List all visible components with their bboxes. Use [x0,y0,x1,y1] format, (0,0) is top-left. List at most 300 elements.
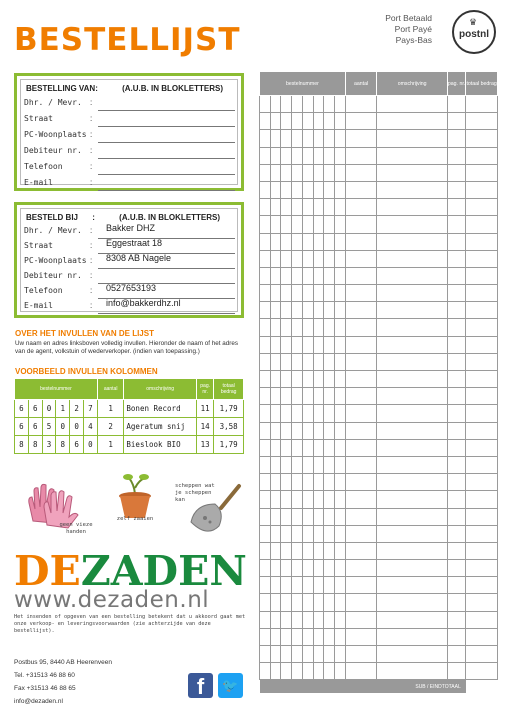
amount-cell[interactable] [466,353,498,370]
page-cell[interactable] [447,250,465,267]
quantity-cell[interactable] [345,422,377,439]
digit-cell[interactable] [260,525,271,542]
field-email[interactable]: E-mail : info@bakkerdhz.nl [24,301,235,315]
quantity-cell[interactable] [345,319,377,336]
quantity-cell[interactable] [345,456,377,473]
digit-cell[interactable] [335,663,346,680]
amount-cell[interactable] [466,611,498,628]
field-street[interactable]: Straat : [24,114,235,128]
digit-cell[interactable] [260,577,271,594]
page-cell[interactable] [447,371,465,388]
amount-cell[interactable] [466,508,498,525]
digit-cell[interactable] [302,560,313,577]
amount-cell[interactable] [466,181,498,198]
digit-cell[interactable] [292,646,303,663]
field-name[interactable]: Dhr. / Mevr. : [24,98,235,112]
description-cell[interactable] [377,542,447,559]
digit-cell[interactable] [313,542,324,559]
digit-cell[interactable] [335,371,346,388]
digit-cell[interactable] [302,439,313,456]
digit-cell[interactable] [324,560,335,577]
digit-cell[interactable] [302,164,313,181]
page-cell[interactable] [447,199,465,216]
digit-cell[interactable] [260,336,271,353]
quantity-cell[interactable] [345,250,377,267]
digit-cell[interactable] [335,646,346,663]
digit-cell[interactable] [292,130,303,147]
digit-cell[interactable] [270,147,281,164]
digit-cell[interactable] [270,611,281,628]
digit-cell[interactable] [324,216,335,233]
digit-cell[interactable] [313,439,324,456]
digit-cell[interactable] [281,456,292,473]
digit-cell[interactable] [335,216,346,233]
page-cell[interactable] [447,611,465,628]
page-cell[interactable] [447,147,465,164]
page-cell[interactable] [447,353,465,370]
digit-cell[interactable] [302,302,313,319]
digit-cell[interactable] [270,439,281,456]
digit-cell[interactable] [270,353,281,370]
description-cell[interactable] [377,577,447,594]
digit-cell[interactable] [313,216,324,233]
digit-cell[interactable] [313,336,324,353]
digit-cell[interactable] [260,560,271,577]
digit-cell[interactable] [302,336,313,353]
digit-cell[interactable] [260,267,271,284]
digit-cell[interactable] [324,439,335,456]
digit-cell[interactable] [313,577,324,594]
page-cell[interactable] [447,130,465,147]
digit-cell[interactable] [324,113,335,130]
digit-cell[interactable] [260,405,271,422]
quantity-cell[interactable] [345,233,377,250]
amount-cell[interactable] [466,594,498,611]
description-cell[interactable] [377,611,447,628]
digit-cell[interactable] [313,663,324,680]
digit-cell[interactable] [302,405,313,422]
digit-cell[interactable] [270,663,281,680]
digit-cell[interactable] [302,456,313,473]
description-cell[interactable] [377,508,447,525]
amount-cell[interactable] [466,525,498,542]
digit-cell[interactable] [313,319,324,336]
digit-cell[interactable] [270,216,281,233]
digit-cell[interactable] [335,577,346,594]
digit-cell[interactable] [292,181,303,198]
amount-cell[interactable] [466,560,498,577]
quantity-cell[interactable] [345,130,377,147]
digit-cell[interactable] [281,353,292,370]
amount-cell[interactable] [466,302,498,319]
digit-cell[interactable] [270,199,281,216]
field-name[interactable]: Dhr. / Mevr. : Bakker DHZ [24,226,235,240]
digit-cell[interactable] [335,560,346,577]
digit-cell[interactable] [292,147,303,164]
digit-cell[interactable] [313,405,324,422]
digit-cell[interactable] [270,491,281,508]
quantity-cell[interactable] [345,474,377,491]
digit-cell[interactable] [281,319,292,336]
digit-cell[interactable] [324,319,335,336]
digit-cell[interactable] [292,560,303,577]
description-cell[interactable] [377,199,447,216]
digit-cell[interactable] [302,508,313,525]
twitter-icon[interactable]: 🐦 [218,673,243,698]
digit-cell[interactable] [335,130,346,147]
digit-cell[interactable] [335,199,346,216]
digit-cell[interactable] [302,267,313,284]
digit-cell[interactable] [281,285,292,302]
digit-cell[interactable] [313,611,324,628]
page-cell[interactable] [447,525,465,542]
digit-cell[interactable] [292,491,303,508]
digit-cell[interactable] [292,456,303,473]
digit-cell[interactable] [260,147,271,164]
digit-cell[interactable] [324,302,335,319]
page-cell[interactable] [447,560,465,577]
digit-cell[interactable] [292,371,303,388]
digit-cell[interactable] [335,474,346,491]
digit-cell[interactable] [270,388,281,405]
description-cell[interactable] [377,233,447,250]
digit-cell[interactable] [313,560,324,577]
digit-cell[interactable] [281,594,292,611]
quantity-cell[interactable] [345,542,377,559]
digit-cell[interactable] [335,113,346,130]
digit-cell[interactable] [335,233,346,250]
digit-cell[interactable] [260,663,271,680]
digit-cell[interactable] [313,422,324,439]
digit-cell[interactable] [313,233,324,250]
digit-cell[interactable] [302,491,313,508]
digit-cell[interactable] [292,233,303,250]
quantity-cell[interactable] [345,113,377,130]
digit-cell[interactable] [313,371,324,388]
digit-cell[interactable] [302,353,313,370]
digit-cell[interactable] [335,422,346,439]
digit-cell[interactable] [292,336,303,353]
digit-cell[interactable] [335,542,346,559]
digit-cell[interactable] [270,130,281,147]
quantity-cell[interactable] [345,267,377,284]
digit-cell[interactable] [324,577,335,594]
digit-cell[interactable] [335,353,346,370]
page-cell[interactable] [447,508,465,525]
digit-cell[interactable] [281,199,292,216]
field-phone[interactable]: Telefoon : [24,162,235,176]
quantity-cell[interactable] [345,96,377,113]
page-cell[interactable] [447,267,465,284]
digit-cell[interactable] [324,422,335,439]
digit-cell[interactable] [270,577,281,594]
amount-cell[interactable] [466,577,498,594]
digit-cell[interactable] [324,353,335,370]
digit-cell[interactable] [281,474,292,491]
description-cell[interactable] [377,628,447,645]
quantity-cell[interactable] [345,628,377,645]
amount-cell[interactable] [466,113,498,130]
amount-cell[interactable] [466,405,498,422]
digit-cell[interactable] [292,164,303,181]
digit-cell[interactable] [260,508,271,525]
digit-cell[interactable] [313,250,324,267]
description-cell[interactable] [377,147,447,164]
field-phone[interactable]: Telefoon : 0527653193 [24,286,235,300]
digit-cell[interactable] [313,113,324,130]
digit-cell[interactable] [324,611,335,628]
description-cell[interactable] [377,439,447,456]
description-cell[interactable] [377,319,447,336]
digit-cell[interactable] [281,628,292,645]
digit-cell[interactable] [281,388,292,405]
digit-cell[interactable] [324,388,335,405]
digit-cell[interactable] [335,267,346,284]
digit-cell[interactable] [260,371,271,388]
page-cell[interactable] [447,285,465,302]
digit-cell[interactable] [302,113,313,130]
digit-cell[interactable] [324,181,335,198]
digit-cell[interactable] [302,181,313,198]
page-cell[interactable] [447,474,465,491]
description-cell[interactable] [377,113,447,130]
description-cell[interactable] [377,663,447,680]
digit-cell[interactable] [260,130,271,147]
digit-cell[interactable] [292,577,303,594]
digit-cell[interactable] [324,371,335,388]
page-cell[interactable] [447,388,465,405]
digit-cell[interactable] [302,147,313,164]
digit-cell[interactable] [292,525,303,542]
quantity-cell[interactable] [345,405,377,422]
digit-cell[interactable] [335,611,346,628]
digit-cell[interactable] [324,542,335,559]
digit-cell[interactable] [270,285,281,302]
digit-cell[interactable] [335,439,346,456]
description-cell[interactable] [377,422,447,439]
page-cell[interactable] [447,422,465,439]
digit-cell[interactable] [335,594,346,611]
digit-cell[interactable] [281,216,292,233]
digit-cell[interactable] [292,216,303,233]
amount-cell[interactable] [466,96,498,113]
digit-cell[interactable] [335,388,346,405]
digit-cell[interactable] [302,250,313,267]
quantity-cell[interactable] [345,371,377,388]
digit-cell[interactable] [281,164,292,181]
page-cell[interactable] [447,336,465,353]
quantity-cell[interactable] [345,663,377,680]
description-cell[interactable] [377,371,447,388]
digit-cell[interactable] [324,164,335,181]
digit-cell[interactable] [313,285,324,302]
digit-cell[interactable] [292,594,303,611]
digit-cell[interactable] [292,199,303,216]
digit-cell[interactable] [260,96,271,113]
quantity-cell[interactable] [345,216,377,233]
amount-cell[interactable] [466,456,498,473]
digit-cell[interactable] [335,491,346,508]
digit-cell[interactable] [313,456,324,473]
digit-cell[interactable] [260,439,271,456]
digit-cell[interactable] [260,181,271,198]
digit-cell[interactable] [292,285,303,302]
digit-cell[interactable] [281,405,292,422]
digit-cell[interactable] [281,525,292,542]
digit-cell[interactable] [270,302,281,319]
description-cell[interactable] [377,388,447,405]
digit-cell[interactable] [324,130,335,147]
digit-cell[interactable] [281,663,292,680]
description-cell[interactable] [377,250,447,267]
digit-cell[interactable] [302,422,313,439]
amount-cell[interactable] [466,371,498,388]
digit-cell[interactable] [281,130,292,147]
description-cell[interactable] [377,474,447,491]
digit-cell[interactable] [270,508,281,525]
quantity-cell[interactable] [345,388,377,405]
field-postcode-city[interactable]: PC-Woonplaats : 8308 AB Nagele [24,256,235,270]
amount-cell[interactable] [466,628,498,645]
description-cell[interactable] [377,130,447,147]
page-cell[interactable] [447,663,465,680]
digit-cell[interactable] [335,456,346,473]
amount-cell[interactable] [466,267,498,284]
quantity-cell[interactable] [345,439,377,456]
digit-cell[interactable] [292,405,303,422]
digit-cell[interactable] [302,285,313,302]
description-cell[interactable] [377,560,447,577]
quantity-cell[interactable] [345,353,377,370]
digit-cell[interactable] [292,267,303,284]
digit-cell[interactable] [292,319,303,336]
digit-cell[interactable] [324,405,335,422]
digit-cell[interactable] [292,628,303,645]
digit-cell[interactable] [260,456,271,473]
digit-cell[interactable] [260,388,271,405]
digit-cell[interactable] [324,525,335,542]
description-cell[interactable] [377,525,447,542]
page-cell[interactable] [447,594,465,611]
page-cell[interactable] [447,491,465,508]
quantity-cell[interactable] [345,164,377,181]
quantity-cell[interactable] [345,508,377,525]
digit-cell[interactable] [335,147,346,164]
digit-cell[interactable] [292,302,303,319]
digit-cell[interactable] [260,233,271,250]
quantity-cell[interactable] [345,302,377,319]
digit-cell[interactable] [260,474,271,491]
page-cell[interactable] [447,181,465,198]
digit-cell[interactable] [324,594,335,611]
digit-cell[interactable] [260,285,271,302]
digit-cell[interactable] [313,164,324,181]
facebook-icon[interactable]: f [188,673,213,698]
amount-cell[interactable] [466,388,498,405]
quantity-cell[interactable] [345,336,377,353]
digit-cell[interactable] [335,302,346,319]
amount-cell[interactable] [466,147,498,164]
digit-cell[interactable] [324,628,335,645]
digit-cell[interactable] [270,164,281,181]
description-cell[interactable] [377,216,447,233]
digit-cell[interactable] [324,267,335,284]
digit-cell[interactable] [260,422,271,439]
digit-cell[interactable] [324,491,335,508]
digit-cell[interactable] [260,491,271,508]
digit-cell[interactable] [281,371,292,388]
description-cell[interactable] [377,456,447,473]
digit-cell[interactable] [260,216,271,233]
digit-cell[interactable] [260,250,271,267]
quantity-cell[interactable] [345,646,377,663]
digit-cell[interactable] [302,646,313,663]
digit-cell[interactable] [281,439,292,456]
digit-cell[interactable] [292,250,303,267]
digit-cell[interactable] [335,319,346,336]
digit-cell[interactable] [292,113,303,130]
digit-cell[interactable] [324,96,335,113]
digit-cell[interactable] [335,181,346,198]
digit-cell[interactable] [281,181,292,198]
digit-cell[interactable] [260,646,271,663]
digit-cell[interactable] [281,147,292,164]
digit-cell[interactable] [313,199,324,216]
digit-cell[interactable] [260,164,271,181]
digit-cell[interactable] [335,405,346,422]
amount-cell[interactable] [466,285,498,302]
digit-cell[interactable] [313,267,324,284]
field-street[interactable]: Straat : Eggestraat 18 [24,241,235,255]
digit-cell[interactable] [302,388,313,405]
digit-cell[interactable] [324,646,335,663]
quantity-cell[interactable] [345,560,377,577]
digit-cell[interactable] [281,542,292,559]
field-debtor-number[interactable]: Debiteur nr. : [24,271,235,285]
digit-cell[interactable] [281,96,292,113]
digit-cell[interactable] [281,577,292,594]
description-cell[interactable] [377,285,447,302]
digit-cell[interactable] [335,508,346,525]
page-cell[interactable] [447,216,465,233]
digit-cell[interactable] [281,267,292,284]
digit-cell[interactable] [313,181,324,198]
digit-cell[interactable] [335,285,346,302]
quantity-cell[interactable] [345,611,377,628]
digit-cell[interactable] [292,474,303,491]
description-cell[interactable] [377,353,447,370]
description-cell[interactable] [377,646,447,663]
page-cell[interactable] [447,456,465,473]
digit-cell[interactable] [270,113,281,130]
digit-cell[interactable] [313,646,324,663]
contact-email[interactable]: info@dezaden.nl [14,698,63,705]
amount-cell[interactable] [466,199,498,216]
digit-cell[interactable] [313,491,324,508]
digit-cell[interactable] [292,663,303,680]
digit-cell[interactable] [281,646,292,663]
digit-cell[interactable] [270,250,281,267]
digit-cell[interactable] [281,491,292,508]
page-cell[interactable] [447,542,465,559]
digit-cell[interactable] [302,577,313,594]
digit-cell[interactable] [313,525,324,542]
amount-cell[interactable] [466,130,498,147]
amount-cell[interactable] [466,422,498,439]
digit-cell[interactable] [324,456,335,473]
digit-cell[interactable] [313,353,324,370]
quantity-cell[interactable] [345,285,377,302]
